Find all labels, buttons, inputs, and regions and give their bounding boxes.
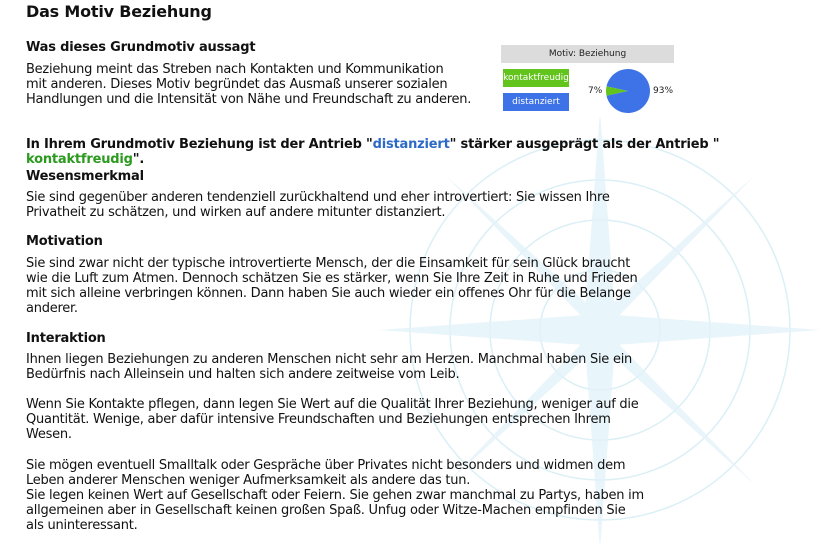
text-line: Bedürfnis nach Alleinsein und halten sich andere zeitweise vom Leib.	[26, 367, 460, 382]
antrieb-distanziert: distanziert	[372, 137, 450, 152]
legend-distanziert: distanziert	[503, 93, 569, 111]
text-line: als uninteressant.	[26, 518, 138, 533]
text-line: Sie sind zwar nicht der typische introvertierte Mensch, der die Einsamkeit für sein Glück braucht	[26, 256, 631, 271]
chart-title: Motiv: Beziehung	[501, 45, 674, 63]
interaktion-text-1	[26, 352, 632, 382]
text-line: Beziehung meint das Streben nach Kontakten und Kommunikation	[26, 62, 444, 77]
antrieb-kontaktfreudig: kontaktfreudig	[26, 152, 133, 167]
section-heading-interaktion: Interaktion	[26, 331, 106, 346]
value-label-distanziert: 93%	[653, 86, 674, 96]
section-heading-grundmotiv: Was dieses Grundmotiv aussagt	[26, 40, 256, 55]
summary-text: ".	[132, 152, 145, 167]
value-label-kontaktfreudig: 7%	[588, 86, 603, 96]
text-line: Quantität. Wenige, aber dafür intensive Freundschaften und Beziehungen entsprechen Ihrem	[26, 412, 611, 427]
text-line: Privatheit zu schätzen, und wirken auf andere mitunter distanziert.	[26, 205, 446, 220]
text-line: wie die Luft zum Atmen. Dennoch schätzen Sie es stärker, wenn Sie Ihre Zeit in Ruhe und Frieden	[26, 271, 638, 286]
text-line: mit anderen. Dieses Motiv begründet das Ausmaß unserer sozialen	[26, 77, 448, 92]
text-line: mit sich alleine verbringen können. Dann haben Sie auch wieder ein offenes Ohr für die Belange	[26, 286, 631, 301]
section-heading-motivation: Motivation	[26, 234, 103, 249]
text-line: allgemeinen aber in Gesellschaft keinen großen Spaß. Unfug oder Witze-Machen empfinden Sie	[26, 503, 626, 518]
summary-text: " stärker ausgeprägt als der Antrieb "	[449, 137, 720, 152]
wesensmerkmal-text	[26, 190, 610, 220]
text-line: Handlungen und die Intensität von Nähe und Freundschaft zu anderen.	[26, 92, 472, 107]
pie-chart	[605, 68, 651, 114]
motiv-chart	[501, 45, 674, 117]
page-title: Das Motiv Beziehung	[26, 2, 212, 21]
text-line: Leben anderer Menschen weniger Aufmerksamkeit als andere das tun.	[26, 473, 471, 488]
section-heading-wesensmerkmal: Wesensmerkmal	[26, 169, 144, 184]
text-line: Sie legen keinen Wert auf Gesellschaft oder Feiern. Sie gehen zwar manchmal zu Partys, haben im	[26, 488, 644, 503]
text-line: anderer.	[26, 301, 78, 316]
text-line: Wenn Sie Kontakte pflegen, dann legen Sie Wert auf die Qualität Ihrer Beziehung, weniger auf die	[26, 397, 639, 412]
text-line: Wesen.	[26, 427, 72, 442]
text-line: Ihnen liegen Beziehungen zu anderen Menschen nicht sehr am Herzen. Manchmal haben Sie ein	[26, 352, 633, 367]
motivation-text	[26, 256, 638, 316]
summary-statement	[26, 137, 719, 167]
interaktion-text-2	[26, 397, 639, 442]
summary-text: In Ihrem Grundmotiv Beziehung ist der Antrieb "	[26, 137, 373, 152]
grundmotiv-text	[26, 62, 471, 107]
text-line: Sie sind gegenüber anderen tendenziell zurückhaltend und eher introvertiert: Sie wissen Ihre	[26, 190, 610, 205]
legend-kontaktfreudig: kontaktfreudig	[503, 69, 569, 87]
interaktion-text-3	[26, 458, 644, 533]
text-line: Sie mögen eventuell Smalltalk oder Gespräche über Privates nicht besonders und widmen dem	[26, 458, 626, 473]
